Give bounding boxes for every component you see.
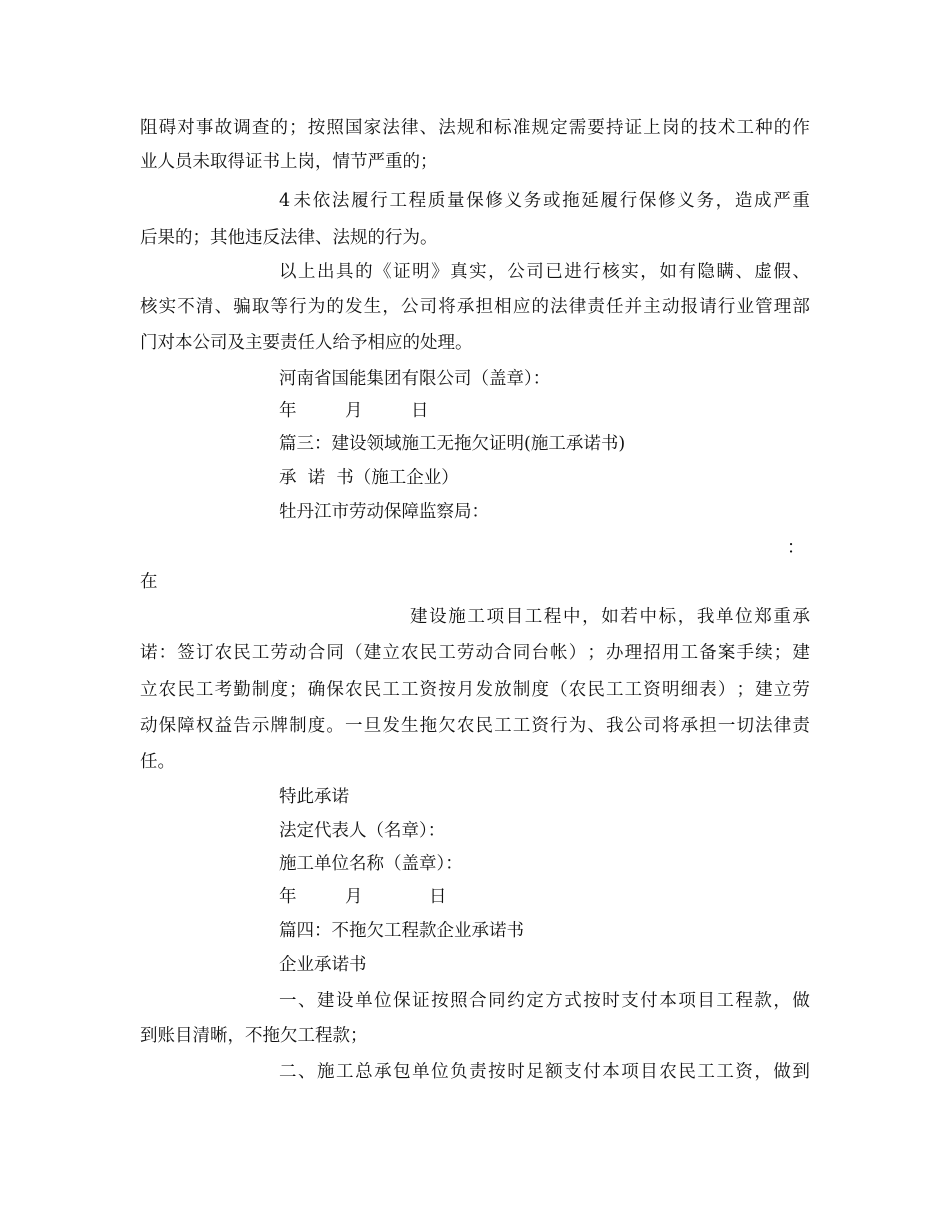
addressee: 牡丹江市劳动保障监察局： [279, 502, 489, 522]
text-line: 二 、 施 工 总 承 包 单 位 负 责 按 时 足 额 支 付 本 项 目 农 民 工 工 资 ， 做 到 [279, 1062, 810, 1082]
year-label: 年 [279, 401, 297, 421]
text-line: 门对本公司及主要责任人给予相应的处理。 [140, 333, 473, 353]
day-label: 日 [411, 401, 429, 421]
text-line: 后果的；其他违反法律、法规的行为。 [140, 228, 438, 248]
text-line: 任。 [140, 752, 175, 772]
text-line: 诺 ： 签 订 农 民 工 劳 动 合 同 （ 建 立 农 民 工 劳 动 合 同 台 帐 ） ； 办 理 招 用 工 备 案 手 续 ； 建 [140, 643, 810, 663]
legal-rep-line: 法定代表人（名章）： [279, 821, 446, 841]
text-line: 以 上 出 具 的 《 证 明 》 真 实 ， 公 司 已 进 行 核 实 ， 如 有 隐 瞒 、 虚 假 、 [279, 262, 810, 282]
text-line: 4 未 依 法 履 行 工 程 质 量 保 修 义 务 或 拖 延 履 行 保 修 义 务 ， 造 成 严 重 [279, 191, 810, 211]
text-line: 在 [140, 572, 158, 592]
document-title: 承 诺 书（施工企业） [279, 468, 459, 488]
text-line: 核 实 不 清 、 骗 取 等 行 为 的 发 生 ， 公 司 将 承 担 相 应 的 法 律 责 任 并 主 动 报 请 行 业 管 理 部 [140, 297, 810, 317]
company-seal-line: 河南省国能集团有限公司（盖章）： [279, 369, 551, 389]
text-line: 动 保 障 权 益 告 示 牌 制 度 。 一 旦 发 生 拖 欠 农 民 工 工 资 行 为 、 我 公 司 将 承 担 一 切 法 律 责 [140, 716, 810, 736]
text-line: 一 、 建 设 单 位 保 证 按 照 合 同 约 定 方 式 按 时 支 付 本 项 目 工 程 款 ， 做 [279, 991, 810, 1011]
text-line: 立 农 民 工 考 勤 制 度 ； 确 保 农 民 工 工 资 按 月 发 放 制 度 （ 农 民 工 工 资 明 细 表 ） ； 建 立 劳 [140, 680, 810, 700]
month-label: 月 [345, 887, 363, 907]
section-heading: 篇三：建设领域施工无拖欠证明(施工承诺书) [279, 434, 626, 454]
text-line: 到账目清晰，不拖欠工程款； [140, 1026, 368, 1046]
section-heading: 篇四：不拖欠工程款企业承诺书 [279, 921, 524, 941]
day-label: 日 [429, 887, 447, 907]
document-title: 企业承诺书 [279, 955, 367, 975]
text-line: 阻 碍 对 事 故 调 查 的 ； 按 照 国 家 法 律 、 法 规 和 标 准 规 定 需 要 持 证 上 岗 的 技 术 工 种 的 作 [140, 118, 810, 138]
company-name-line: 施工单位名称（盖章）： [279, 854, 463, 874]
text-line: 业人员未取得证书上岗，情节严重的； [140, 152, 438, 172]
year-label: 年 [279, 887, 297, 907]
text-line: 特此承诺 [279, 787, 349, 807]
text-line: 建 设 施 工 项 目 工 程 中 ， 如 若 中 标 ， 我 单 位 郑 重 承 [410, 607, 810, 627]
month-label: 月 [345, 401, 363, 421]
text-line: ： [787, 538, 805, 558]
